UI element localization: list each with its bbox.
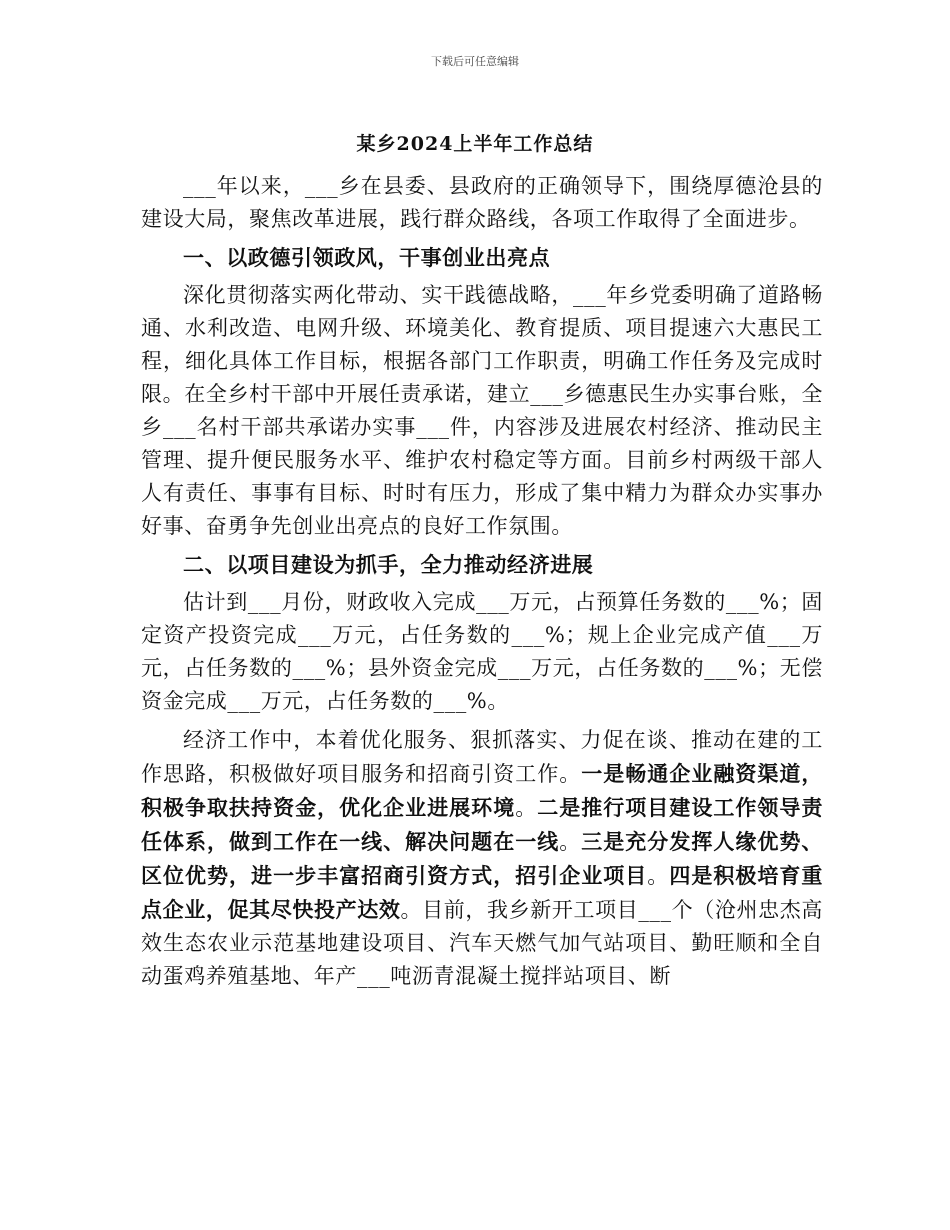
document-body	[141, 170, 823, 993]
projects-text: 。目前，我乡新开工项目___个（沧州忠杰高效生态农业示范基地建设项目、汽车天燃气加气站项目、勤旺顺和全自动蛋鸡养殖基地、年产___吨沥青混凝土搅拌站项目、断	[141, 898, 823, 988]
section-1-paragraph: 深化贯彻落实两化带动、实干践德战略，___年乡党委明确了道路畅通、水利改造、电网升级、环境美化、教育提质、项目提速六大惠民工程，细化具体工作目标，根据各部门工作职责，明确工作任务及完成时限。在全乡村干部中开展任责承诺，建立___乡德惠民生办实事台账，全乡___名村干部共承诺办实事___件，内容涉及进展农村经济、推动民主管理、提升便民服务水平、维护农村稳定等方面。目前乡村两级干部人人有责任、事事有目标、时时有压力，形成了集中精力为群众办实事办好事、奋勇争先创业出亮点的良好工作氛围。	[141, 283, 823, 538]
measure-one-text: 一是畅通企业融资渠道，积极争取扶持资金，优化企业进展环境	[141, 761, 823, 820]
page-header-note: 下载后可任意编辑	[431, 55, 519, 68]
section-2-work-paragraph	[141, 724, 823, 993]
punctuation: 。	[559, 830, 582, 854]
measure-four-text: 四是积极培育重点企业，促其尽快投产达效	[141, 863, 823, 922]
document-title: 某乡2024上半年工作总结	[356, 133, 594, 155]
measure-two-text: 二是推行项目建设工作领导责任体系，做到工作在一线、解决问题在一线	[141, 795, 823, 854]
work-intro-text: 经济工作中，本着优化服务、狠抓落实、力促在谈、推动在建的工作思路，积极做好项目服务和招商引资工作。	[141, 728, 823, 786]
intro-paragraph: ___年以来，___乡在县委、县政府的正确领导下，围绕厚德沧县的建设大局，聚焦改革进展，践行群众路线，各项工作取得了全面进步。	[141, 174, 823, 231]
measure-three-text: 三是充分发挥人缘优势、区位优势，进一步丰富招商引资方式，招引企业项目	[141, 829, 823, 888]
punctuation: 。	[515, 796, 538, 820]
punctuation: 。	[647, 864, 670, 888]
section-heading-1: 一、以政德引领政风，干事创业出亮点	[183, 245, 551, 270]
section-heading-2: 二、以项目建设为抓手，全力推动经济进展	[183, 552, 594, 577]
section-2-stats-paragraph: 估计到___月份，财政收入完成___万元，占预算任务数的___%；固定资产投资完成___万元，占任务数的___%；规上企业完成产值___万元，占任务数的___%；县外资金完成___万元，占任务数的___%；无偿资金完成___万元，占任务数的___%。	[141, 590, 823, 713]
